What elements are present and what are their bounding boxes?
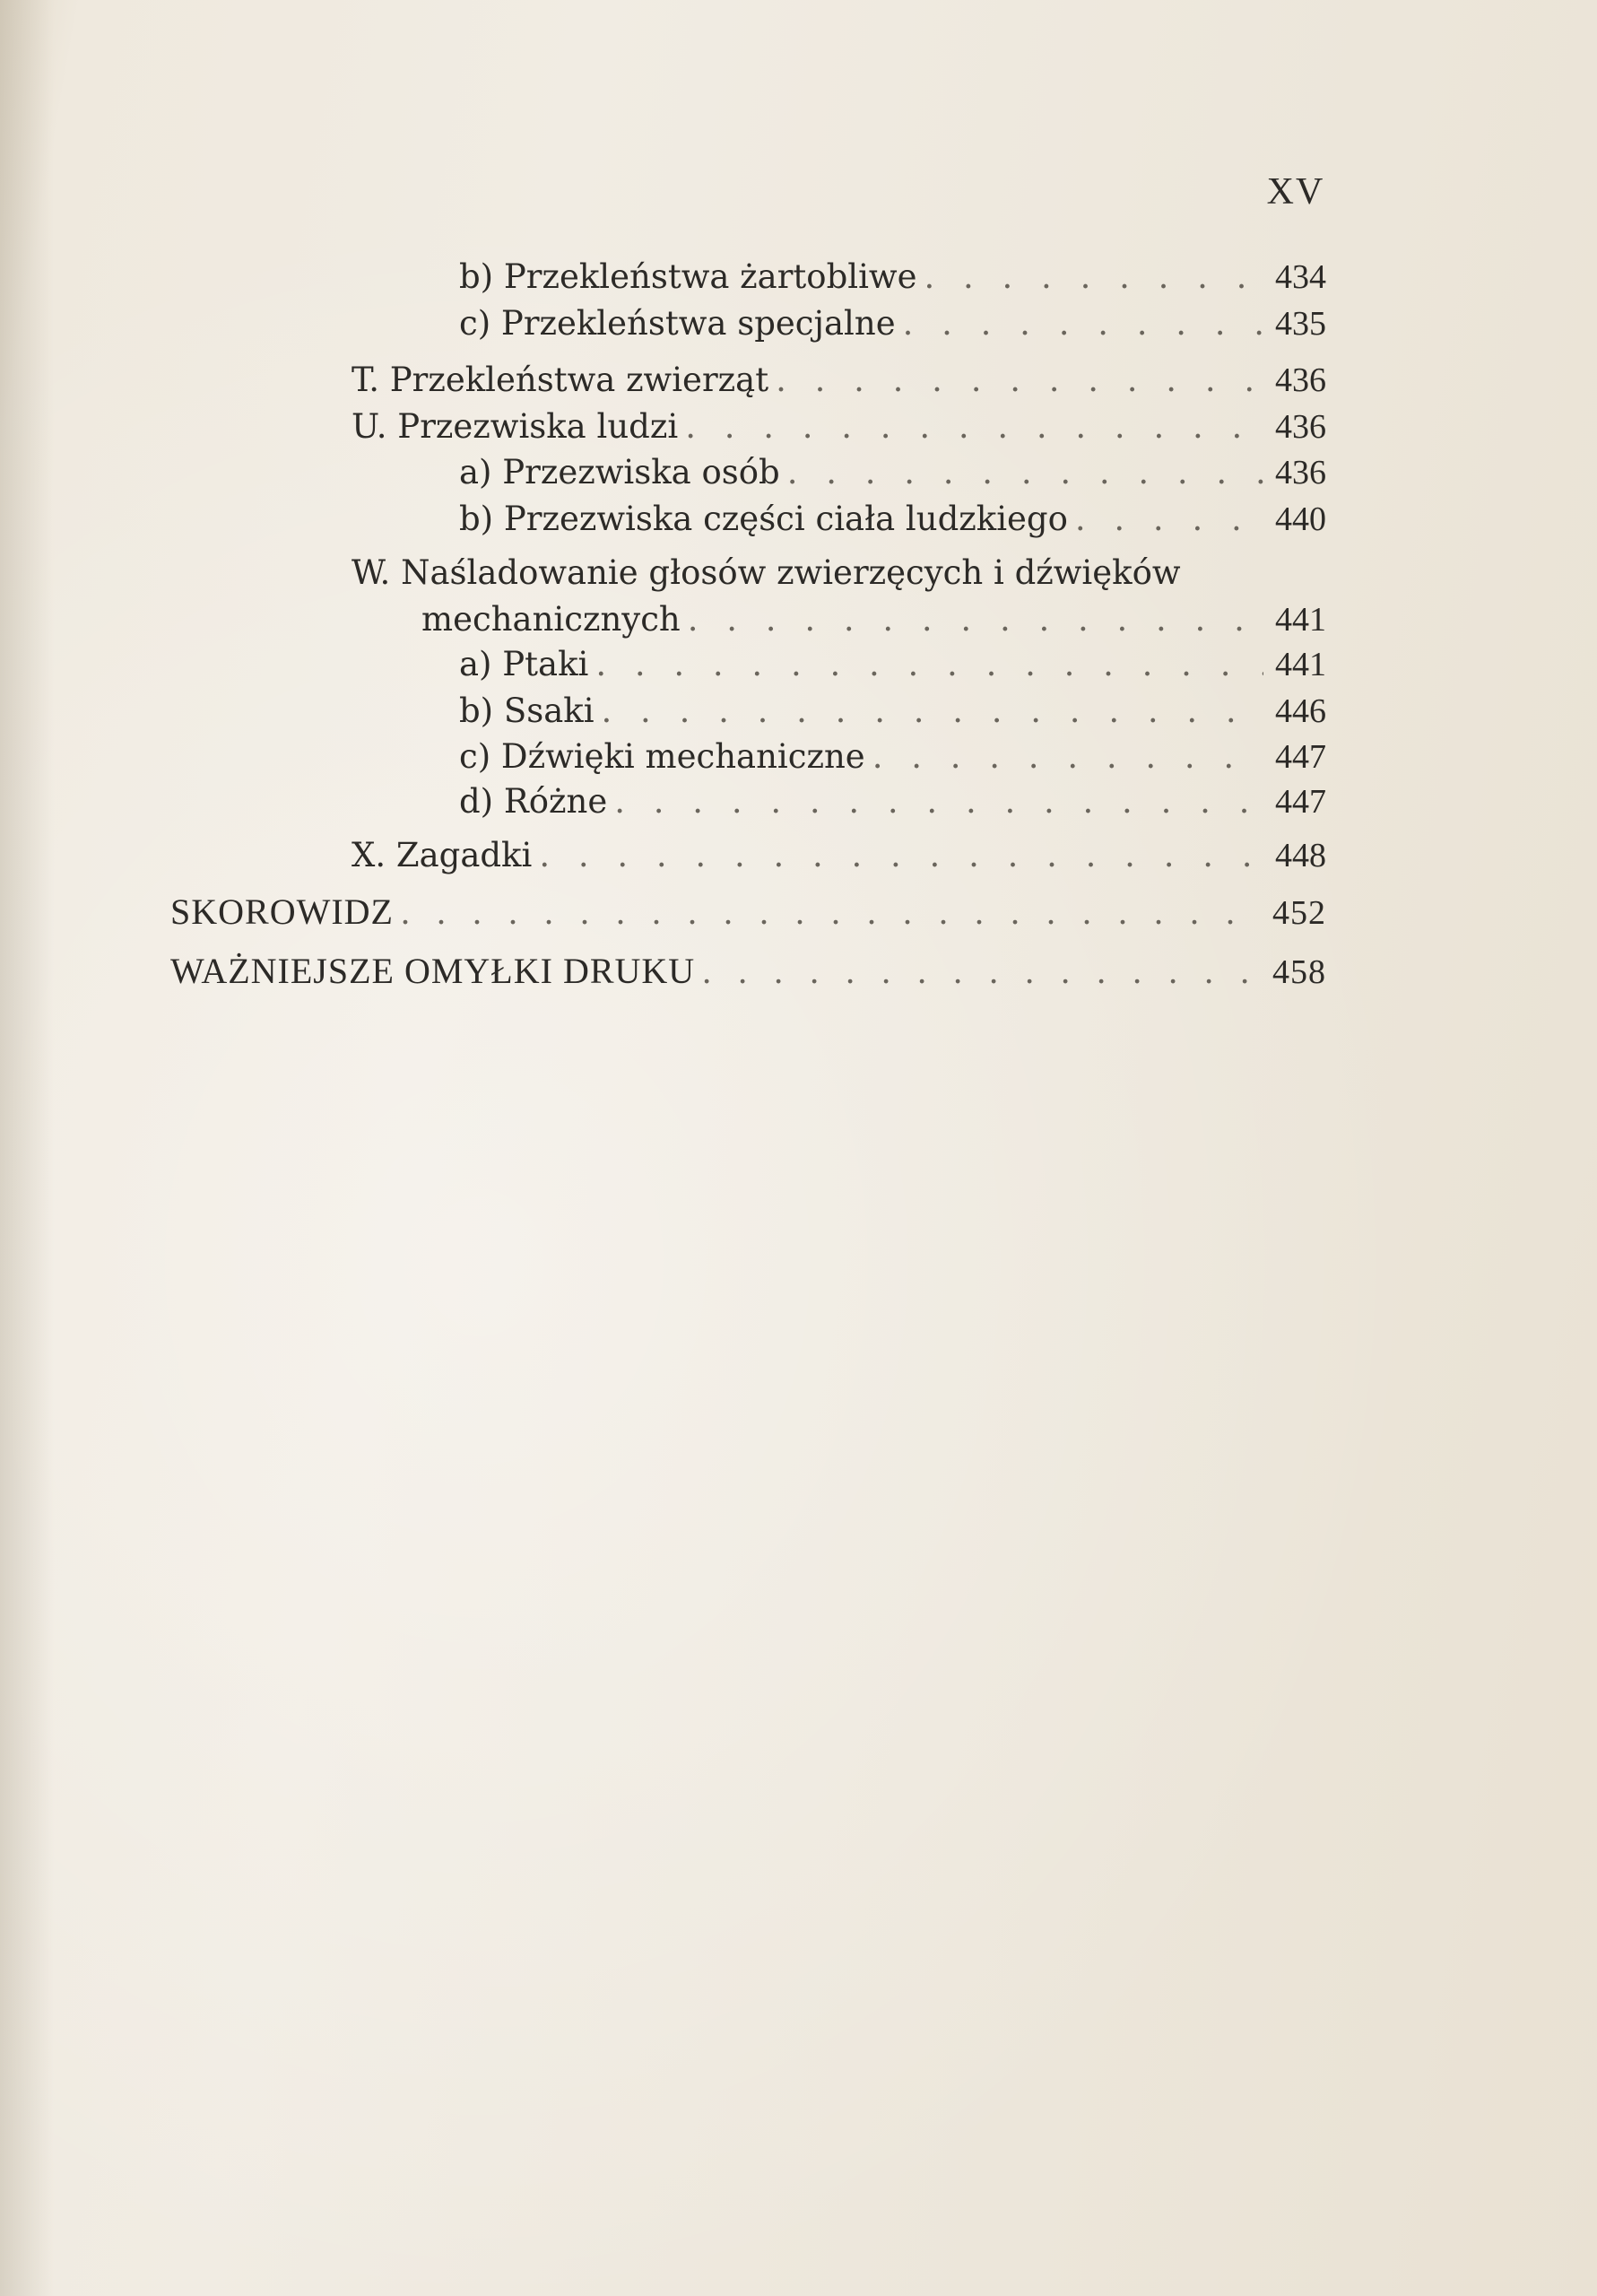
toc-entry-label: U. Przezwiska ludzi	[352, 407, 679, 446]
toc-entry	[459, 256, 1326, 299]
toc-entry-leader	[685, 405, 1263, 448]
toc-entry-heading-line: W. Naśladowanie głosów zwierzęcych i dźwięków	[352, 553, 1181, 592]
toc-entry	[459, 498, 1326, 541]
toc-entry-label: b) Przekleństwa żartobliwe	[459, 257, 917, 296]
toc-entry-page: 436	[1275, 408, 1326, 446]
toc-entry	[459, 302, 1326, 345]
toc-entry-label: SKOROWIDZ	[170, 891, 394, 932]
toc-entry-label: a) Przezwiska osób	[459, 453, 780, 491]
toc-entry-leader	[787, 451, 1263, 494]
toc-entry-leader	[595, 643, 1263, 686]
toc-entry	[352, 405, 1326, 448]
toc-entry-page: 447	[1275, 738, 1326, 776]
toc-entry-page: 435	[1275, 305, 1326, 343]
toc-entry-leader	[401, 891, 1263, 934]
toc-entry-page: 446	[1275, 692, 1326, 730]
toc-entry-page: 440	[1275, 500, 1326, 538]
toc-entry-page: 458	[1272, 953, 1326, 991]
toc-entry-page: 452	[1272, 894, 1326, 932]
toc-entry-page: 448	[1275, 837, 1326, 874]
toc-entry-leader	[924, 256, 1263, 299]
toc-entry-page: 434	[1275, 258, 1326, 296]
toc-entry	[459, 643, 1326, 686]
toc-entry-label: mechanicznych	[421, 600, 681, 639]
toc-entry-leader	[539, 834, 1263, 877]
toc-entry-page: 441	[1275, 646, 1326, 683]
toc-entry-leader	[614, 780, 1263, 823]
toc-entry	[170, 950, 1326, 993]
toc-entry-page: 436	[1275, 454, 1326, 491]
toc-entry	[459, 735, 1326, 778]
toc-entry-label: X. Zagadki	[352, 836, 533, 874]
page-spine-shadow	[0, 0, 54, 2296]
toc-entry-page: 447	[1275, 783, 1326, 821]
toc-entry-label: c) Przekleństwa specjalne	[459, 304, 896, 343]
page-number: XV	[1266, 171, 1325, 213]
toc-entry-label: a) Ptaki	[459, 645, 589, 683]
toc-entry	[421, 598, 1326, 641]
toc-entry-label: T. Przekleństwa zwierząt	[352, 361, 769, 399]
toc-entry-page: 441	[1275, 601, 1326, 639]
toc-entry	[352, 359, 1326, 402]
toc-entry	[459, 690, 1326, 733]
toc-entry-leader	[602, 690, 1263, 733]
toc-entry-label: d) Różne	[459, 782, 608, 821]
toc-entry	[459, 780, 1326, 823]
toc-entry-label: WAŻNIEJSZE OMYŁKI DRUKU	[170, 951, 696, 991]
toc-entry-leader	[1075, 498, 1263, 541]
toc-entry	[170, 891, 1326, 934]
toc-entry-leader	[776, 359, 1263, 402]
toc-entry-label: b) Przezwiska części ciała ludzkiego	[459, 500, 1068, 538]
toc-entry	[459, 451, 1326, 494]
toc-entry-label: c) Dźwięki mechaniczne	[459, 737, 865, 776]
toc-entry-leader	[688, 598, 1263, 641]
toc-entry-label: b) Ssaki	[459, 691, 595, 730]
toc-entry	[352, 834, 1326, 877]
toc-entry-leader	[872, 735, 1263, 778]
toc-entry-page: 436	[1275, 361, 1326, 399]
toc-entry-leader	[702, 950, 1263, 993]
toc-entry-leader	[903, 302, 1263, 345]
